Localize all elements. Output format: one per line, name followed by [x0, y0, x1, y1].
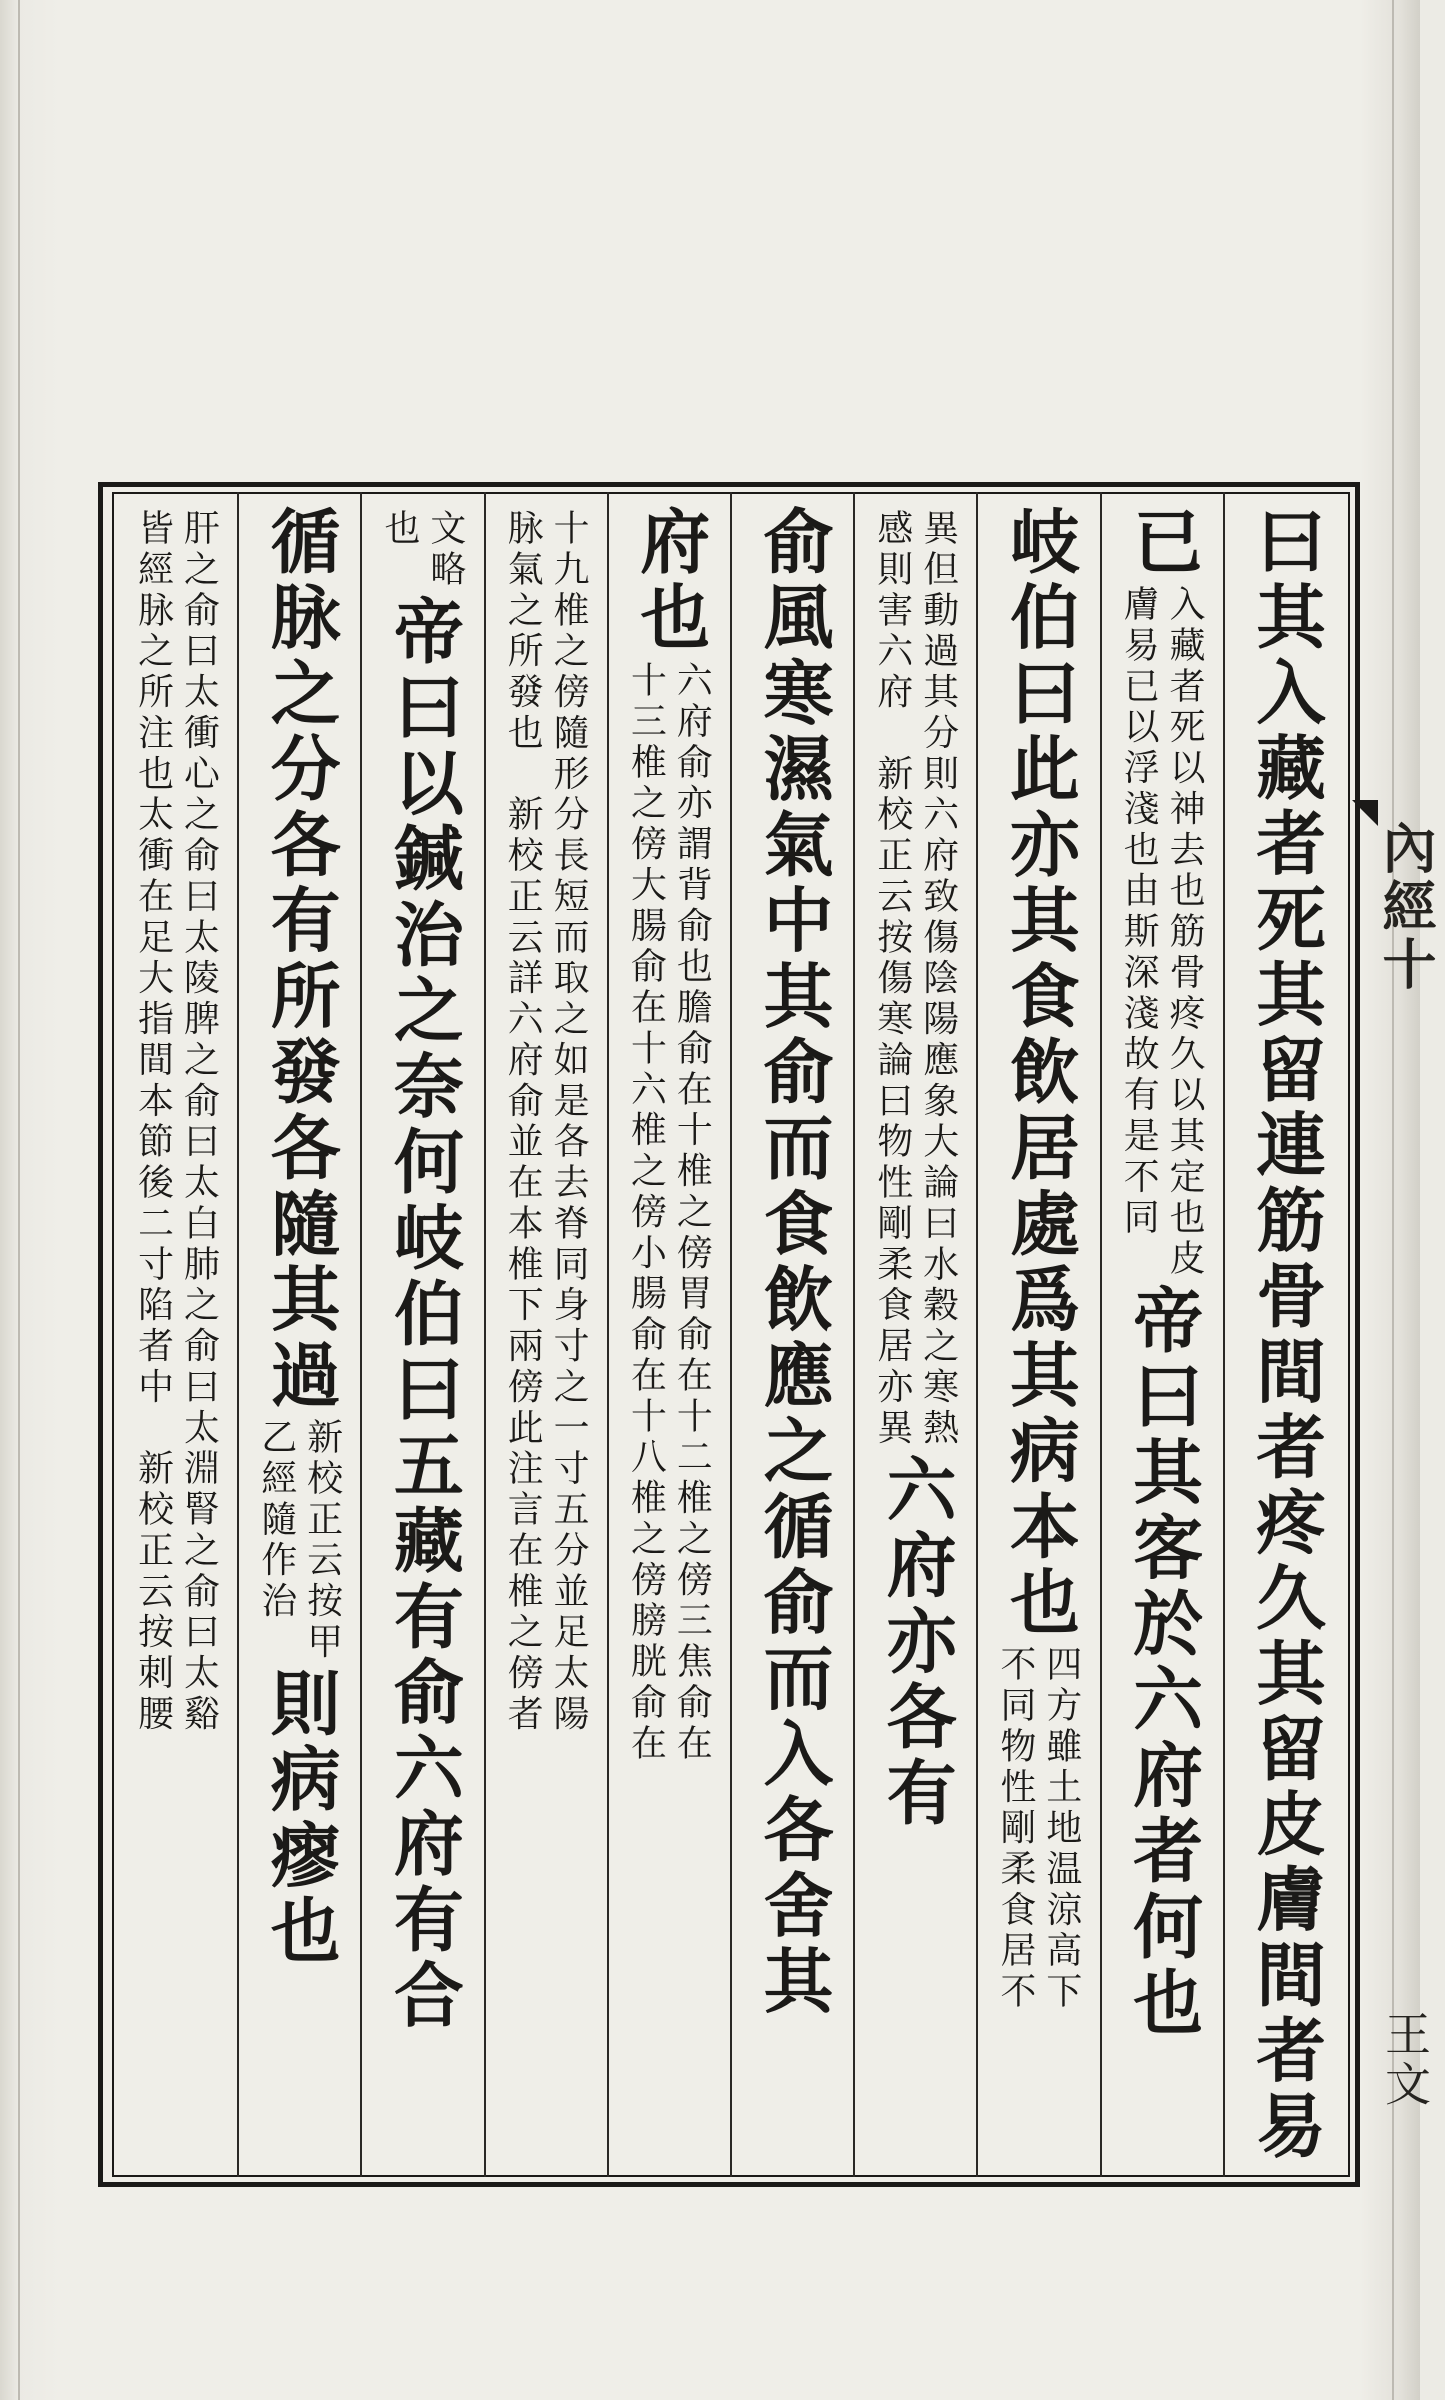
- commentary-note: [871, 509, 959, 1450]
- commentary-right-line: 十九椎之傍隨形分長短而取之如是各去脊同身寸之一寸五分並足太陽: [548, 509, 590, 1736]
- commentary-right-line: 六府俞亦謂背俞也膽俞在十椎之傍胃俞在十二椎之傍三焦俞在: [671, 660, 713, 1765]
- commentary-right-line: 肝之俞曰太衝心之俞曰太陵脾之俞曰太白肺之俞曰太淵腎之俞曰太谿: [178, 509, 220, 1736]
- text-column: [237, 505, 360, 2170]
- commentary-left-line: 皆經脉之所注也太衝在足大指間本節後二寸陷者中 新校正云按刺腰: [132, 509, 174, 1736]
- text-column: [1100, 505, 1223, 2170]
- main-text: 帝曰以鍼治之奈何岐伯曰五藏有俞六府有合: [381, 594, 464, 2035]
- commentary-note: [132, 509, 220, 1736]
- text-column: [114, 505, 237, 2170]
- commentary-left-line: 膚易已以浮淺也由斯深淺故有是不同: [1118, 584, 1160, 1239]
- text-column: [360, 505, 483, 2170]
- commentary-right-line: 異但動過其分則六府致傷陰陽應象大論曰水穀之寒熱: [917, 509, 959, 1450]
- block-heart-title: 內經十: [1374, 820, 1438, 994]
- commentary-right-line: 四方雖土地温涼高下: [1040, 1645, 1082, 2014]
- page-fold-left: [18, 0, 20, 2400]
- commentary-note: [502, 509, 590, 1736]
- commentary-note: [1118, 584, 1206, 1280]
- commentary-note: [255, 1418, 343, 1664]
- main-text: 則病瘳也: [258, 1667, 341, 1971]
- text-column: [607, 505, 730, 2170]
- text-column: [1223, 505, 1346, 2170]
- commentary-note: [378, 509, 466, 591]
- commentary-left-line: 十三椎之傍大腸俞在十六椎之傍小腸俞在十八椎之傍膀胱俞在: [625, 660, 667, 1765]
- main-text: 岐伯曰此亦其食飲居處爲其病本也: [997, 505, 1080, 1642]
- commentary-right-line: 入藏者死以神去也筋骨疼久以其定也皮: [1164, 584, 1206, 1280]
- main-text: 循脉之分各有所發各隨其過: [258, 505, 341, 1415]
- text-column: [730, 505, 853, 2170]
- commentary-right-line: 文略: [424, 509, 466, 591]
- commentary-left-line: 感則害六府 新校正云按傷寒論曰物性剛柔食居亦異: [871, 509, 913, 1450]
- commentary-left-line: 也: [378, 509, 420, 550]
- commentary-left-line: 乙經隨作治: [255, 1418, 297, 1623]
- main-text: 已: [1121, 505, 1204, 581]
- main-text: 六府亦各有: [874, 1453, 957, 1832]
- commentary-left-line: 不同物性剛柔食居不: [994, 1645, 1036, 2014]
- commentary-note: [994, 1645, 1082, 2014]
- main-text: 帝曰其客於六府者何也: [1121, 1283, 1204, 2042]
- commentary-note: [625, 660, 713, 1765]
- main-text: 曰其入藏者死其留連筋骨間者疼久其留皮膚間者易: [1244, 505, 1326, 2165]
- commentary-right-line: 新校正云按甲: [301, 1418, 343, 1664]
- main-text: 俞風寒濕氣中其俞而食飲應之循俞而入各舍其: [751, 505, 834, 2021]
- text-column: [976, 505, 1099, 2170]
- main-text: 府也: [628, 505, 711, 657]
- commentary-left-line: 脉氣之所發也 新校正云詳六府俞並在本椎下兩傍此注言在椎之傍者: [502, 509, 544, 1736]
- block-heart-page-number: 王文: [1378, 2010, 1432, 2110]
- text-column: [853, 505, 976, 2170]
- text-column: [484, 505, 607, 2170]
